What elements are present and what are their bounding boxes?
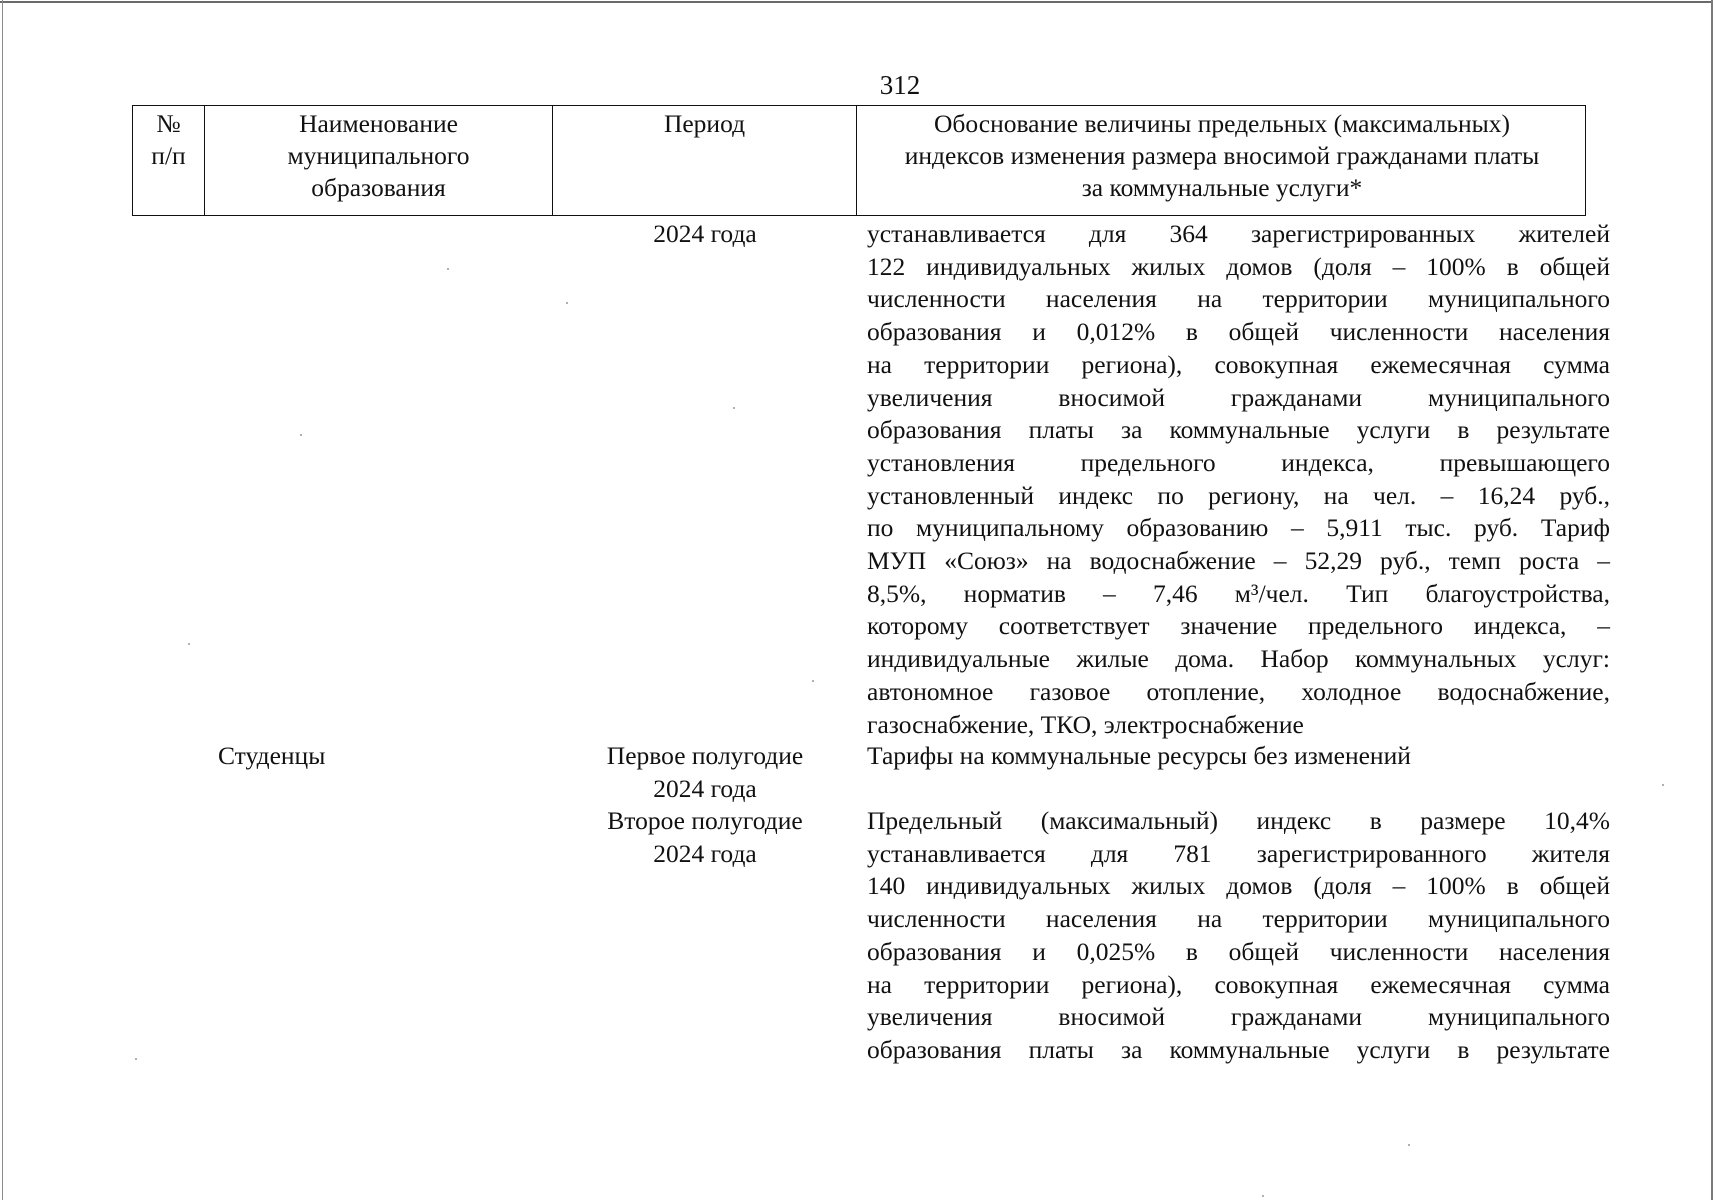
scan-speck [1662, 784, 1664, 786]
header-text: № [156, 109, 181, 138]
justification-line: Предельный (максимальный) индекс в размере 10,4% [867, 806, 1610, 835]
justification-line: индивидуальные жилые дома. Набор коммунальных услуг: [867, 644, 1610, 674]
justification-line: устанавливается для 364 зарегистрированных жителей [867, 219, 1610, 248]
row-period [555, 740, 855, 805]
justification-line: газоснабжение, ТКО, электроснабжение [867, 709, 1304, 739]
scan-speck [1408, 1144, 1410, 1146]
table-header [132, 105, 1586, 216]
row-period [555, 805, 855, 870]
header-col-period [552, 106, 856, 215]
header-col-justification [856, 106, 1587, 215]
scan-speck [447, 268, 449, 270]
header-text: муниципального [287, 141, 470, 170]
justification-line: образования и 0,025% в общей численности населения [867, 936, 1610, 966]
scan-edge-left [2, 0, 3, 1200]
page-number: 312 [879, 70, 921, 100]
justification-line: установления предельного индекса, превышающего [867, 447, 1610, 477]
justification-line: автономное газовое отопление, холодное водоснабжение, [867, 676, 1610, 706]
period-text: Второе полугодие [607, 806, 803, 835]
header-text: Обоснование величины предельных (максимальных) [933, 109, 1510, 138]
period-text: 2024 года [653, 838, 757, 868]
row-municipality: Студенцы [218, 741, 326, 770]
justification-line: 8,5%, норматив – 7,46 м³/чел. Тип благоустройства, [867, 578, 1610, 608]
scan-speck [135, 1058, 137, 1060]
row-period [555, 218, 855, 251]
row-justification [867, 805, 1610, 1067]
header-text: индексов изменения размера вносимой гражданами платы [904, 141, 1540, 170]
header-col-municipality [204, 106, 552, 215]
justification-line: 140 индивидуальных жилых домов (доля – 100% в общей [867, 871, 1610, 901]
row-justification [867, 218, 1610, 741]
scan-speck [1262, 1195, 1264, 1197]
justification-line: установленный индекс по региону, на чел. – 16,24 руб., [867, 480, 1610, 510]
header-text: Наименование [299, 109, 458, 138]
justification-line: увеличения вносимой гражданами муниципального [867, 382, 1610, 412]
justification-line: устанавливается для 781 зарегистрированного жителя [867, 838, 1610, 868]
scan-speck [566, 302, 568, 304]
justification-line: образования и 0,012% в общей численности населения [867, 317, 1610, 347]
scan-speck [812, 680, 814, 682]
justification-line: образования платы за коммунальные услуги в результате [867, 415, 1610, 445]
header-text: п/п [151, 141, 186, 170]
justification-line: МУП «Союз» на водоснабжение – 52,29 руб., темп роста – [867, 546, 1610, 576]
period-text: Первое полугодие [606, 741, 804, 770]
justification-line: образования платы за коммунальные услуги в результате [867, 1034, 1610, 1064]
justification-line: численности населения на территории муниципального [867, 904, 1610, 934]
header-text: Период [663, 109, 746, 138]
justification-line: на территории региона), совокупная ежемесячная сумма [867, 969, 1610, 999]
scan-speck [300, 434, 302, 436]
justification-line: по муниципальному образованию – 5,911 тыс. руб. Тариф [867, 513, 1610, 543]
header-col-number [133, 106, 204, 215]
row-justification: Тарифы на коммунальные ресурсы без изменений [867, 741, 1411, 770]
scan-speck [188, 643, 190, 645]
scan-speck [733, 407, 735, 409]
header-text: за коммунальные услуги* [1081, 173, 1363, 202]
period-text: 2024 года [653, 773, 757, 803]
justification-line: которому соответствует значение предельного индекса, – [867, 611, 1610, 641]
scan-edge-top [0, 1, 1713, 3]
justification-line: увеличения вносимой гражданами муниципального [867, 1002, 1610, 1032]
justification-line: численности населения на территории муниципального [867, 284, 1610, 314]
period-text: 2024 года [653, 219, 757, 248]
justification-line: на территории региона), совокупная ежемесячная сумма [867, 349, 1610, 379]
header-text: образования [311, 173, 446, 202]
justification-line: 122 индивидуальных жилых домов (доля – 100% в общей [867, 251, 1610, 281]
